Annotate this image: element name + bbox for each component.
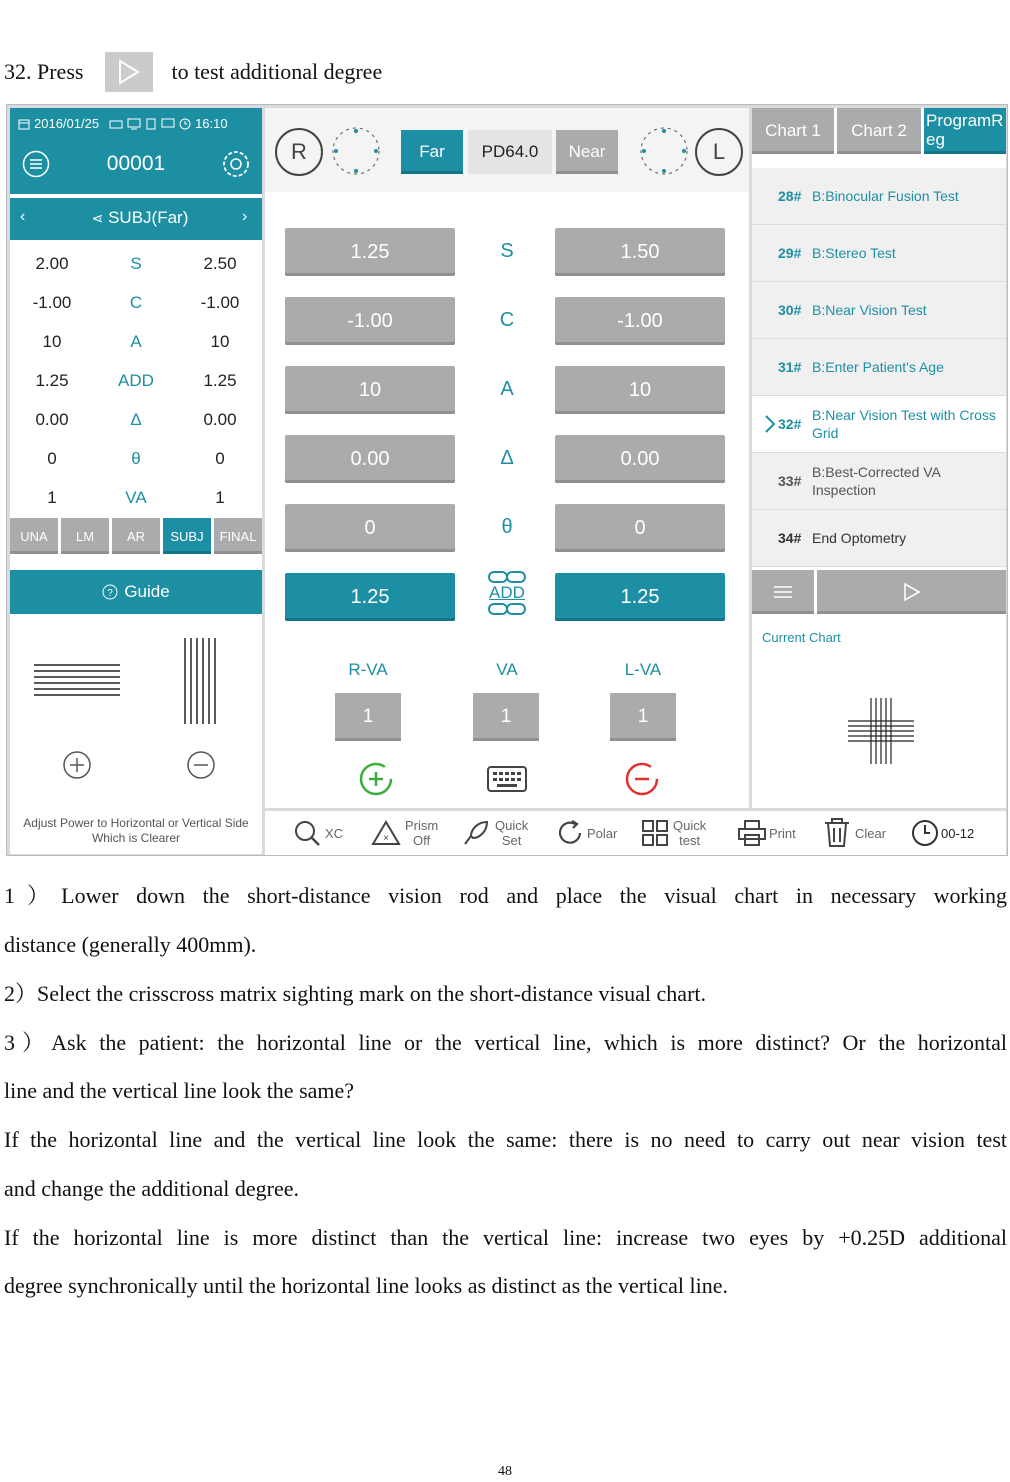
value-row-prism — [10, 400, 262, 439]
instruction-same-a: If the horizontal line and the vertical line look the same: there is no need to carry out near vision test — [4, 1127, 1007, 1152]
prism-label: Δ — [500, 447, 514, 469]
mode-una-button[interactable]: UNA — [10, 518, 58, 554]
program-name: End Optometry — [812, 530, 907, 546]
row-label: A — [130, 331, 142, 351]
mode-subj-button[interactable]: SUBJ — [163, 518, 211, 554]
guide-label: Guide — [124, 582, 170, 601]
app-screenshot — [6, 104, 1008, 856]
quick-test-label-1: Quick — [673, 818, 707, 833]
link-icon — [487, 602, 527, 616]
row-label: C — [129, 292, 143, 312]
program-item[interactable] — [752, 510, 1006, 567]
l-add-button[interactable]: 1.25 — [555, 573, 725, 621]
add-label: ADD — [489, 583, 525, 602]
horizontal-lines-icon — [34, 663, 120, 697]
r-va-button[interactable]: 1 — [335, 693, 401, 741]
print-button[interactable] — [737, 811, 796, 855]
minus-circle-icon[interactable] — [186, 750, 216, 780]
polar-label: Polar — [587, 825, 618, 841]
guide-caption-line1: Adjust Power to Horizontal or Vertical Side — [23, 816, 249, 830]
prism-icon — [371, 820, 401, 846]
right-eye-button[interactable]: R — [275, 128, 323, 176]
plus-circle-icon[interactable] — [62, 750, 92, 780]
guide-caption-line2: Which is Clearer — [91, 831, 181, 845]
right-panel — [752, 108, 1006, 808]
row-label: VA — [125, 487, 147, 507]
value-row-va — [10, 478, 262, 517]
current-chart-label: Current Chart — [762, 630, 841, 645]
pd-display[interactable]: PD64.0 — [468, 130, 552, 174]
l-base-button[interactable]: 0 — [555, 504, 725, 552]
l-axis-button[interactable]: 10 — [555, 366, 725, 414]
va-button[interactable]: 1 — [473, 693, 539, 741]
display-icon — [161, 118, 175, 130]
clear-label: Clear — [855, 825, 887, 841]
xc-button[interactable] — [293, 811, 343, 855]
row-label: S — [130, 253, 142, 273]
value-row-c — [10, 283, 262, 322]
quick-test-label-2: test — [679, 833, 701, 848]
timer-clock-icon — [911, 819, 939, 847]
trash-icon — [823, 818, 851, 848]
l-value: 10 — [210, 331, 230, 351]
mode-title-text: SUBJ(Far) — [108, 208, 189, 227]
cross-grid-chart-icon — [848, 698, 914, 764]
program-item[interactable] — [752, 282, 1006, 339]
mode-final-button[interactable]: FINAL — [214, 518, 262, 554]
program-num: 30# — [778, 302, 802, 318]
refresh-icon — [555, 818, 585, 848]
l-value: 1 — [215, 487, 225, 507]
quick-test-label — [673, 818, 706, 848]
xc-label: XC — [325, 825, 344, 841]
program-item[interactable] — [752, 168, 1006, 225]
bottom-toolbar — [265, 811, 1006, 855]
instruction-horizontal-a: If the horizontal line is more distinct than the vertical line: increase two eyes by +0.25D additional — [4, 1225, 1007, 1250]
middle-panel — [265, 108, 749, 808]
prism-off-button[interactable] — [371, 811, 438, 855]
far-button[interactable]: Far — [401, 130, 463, 174]
r-value: 10 — [42, 331, 62, 351]
clock-icon — [179, 118, 191, 130]
program-name: B:Best-Corrected VA Inspection — [812, 464, 941, 498]
guide-header[interactable] — [10, 570, 262, 614]
l-va-label: L-VA — [624, 660, 662, 679]
program-name: B:Near Vision Test — [812, 302, 927, 318]
value-row-s — [10, 244, 262, 283]
row-label: Δ — [130, 409, 142, 429]
rocket-icon — [461, 818, 491, 848]
quick-set-label-1: Quick — [495, 818, 529, 833]
prev-mode-icon[interactable]: ‹ — [20, 208, 26, 225]
sphere-label: S — [500, 240, 514, 262]
l-value: 1.25 — [203, 370, 237, 390]
axis-label: A — [500, 378, 514, 400]
quick-set-label-2: Set — [501, 833, 522, 848]
play-button-icon — [105, 52, 153, 92]
l-va-button[interactable]: 1 — [610, 693, 676, 741]
value-row-add — [10, 361, 262, 400]
near-button[interactable]: Near — [556, 130, 618, 174]
program-item[interactable] — [752, 453, 1006, 510]
l-sphere-button[interactable]: 1.50 — [555, 228, 725, 276]
program-name: B:Stereo Test — [812, 245, 896, 261]
step-suffix: to test additional degree — [171, 59, 383, 84]
vertical-lines-icon — [183, 638, 217, 724]
va-label: VA — [496, 660, 518, 679]
quick-set-label — [495, 818, 528, 848]
l-value: 0 — [215, 448, 225, 468]
svg-text:×: × — [383, 833, 389, 844]
r-value: 1.25 — [35, 370, 69, 390]
r-sphere-button[interactable]: 1.25 — [285, 228, 455, 276]
step-prefix: 32. Press — [4, 59, 84, 84]
play-program-button[interactable] — [817, 570, 1006, 614]
program-num: 29# — [778, 245, 802, 261]
timer-label: 00-12 — [941, 825, 975, 841]
next-mode-icon[interactable]: › — [242, 208, 248, 225]
r-value: 2.00 — [35, 253, 69, 273]
guide-caption — [10, 816, 262, 846]
monitor-icon — [127, 118, 141, 130]
r-cylinder-button[interactable]: -1.00 — [285, 297, 455, 345]
program-item[interactable] — [752, 225, 1006, 282]
increase-icon[interactable] — [357, 760, 395, 798]
program-name: B:Near Vision Test with Cross Grid — [812, 407, 996, 441]
r-axis-button[interactable]: 10 — [285, 366, 455, 414]
calendar-icon — [18, 118, 30, 130]
instruction-3b: line and the vertical line look the same? — [4, 1078, 355, 1103]
program-num: 32# — [778, 416, 802, 432]
link-icon — [487, 570, 527, 584]
value-row-a — [10, 322, 262, 361]
share-icon: ⋖ — [91, 210, 104, 226]
l-value: 2.50 — [203, 253, 237, 273]
prism-label — [405, 818, 438, 848]
prism-label-2: Off — [413, 833, 431, 848]
r-value: -1.00 — [32, 292, 72, 312]
chevron-right-icon — [764, 414, 776, 434]
time-text: 16:10 — [195, 116, 228, 131]
program-num: 31# — [778, 359, 802, 375]
xc-magnifier-icon — [293, 819, 321, 847]
instruction-1b: distance (generally 400mm). — [4, 932, 257, 957]
program-item-selected[interactable] — [752, 396, 1006, 453]
instruction-horizontal-b: degree synchronically until the horizontal line looks as distinct as the vertical line. — [4, 1273, 728, 1298]
right-eye-dial-icon[interactable] — [331, 126, 381, 176]
r-prism-button[interactable]: 0.00 — [285, 435, 455, 483]
row-label: θ — [131, 448, 141, 468]
base-label: θ — [501, 516, 513, 538]
status-header — [10, 108, 262, 194]
mode-selector-bar — [10, 198, 262, 240]
print-icon — [737, 819, 767, 847]
date-text: 2016/01/25 — [34, 116, 100, 131]
l-value: 0.00 — [203, 409, 237, 429]
print-label: Print — [769, 825, 796, 841]
mode-title — [70, 208, 210, 228]
clear-button[interactable] — [823, 811, 886, 855]
program-num: 34# — [778, 530, 802, 546]
printer-icon — [145, 118, 157, 130]
chart2-tab[interactable]: Chart 2 — [837, 108, 921, 154]
status-bar — [18, 116, 228, 131]
car-icon — [109, 118, 123, 130]
quick-test-button[interactable] — [641, 811, 706, 855]
list-menu-button[interactable] — [752, 570, 814, 614]
settings-gear-icon[interactable] — [222, 150, 250, 183]
left-eye-dial-icon[interactable] — [639, 126, 689, 176]
decrease-icon[interactable] — [623, 760, 661, 798]
list-icon — [774, 584, 792, 600]
program-num: 33# — [778, 473, 802, 489]
keyboard-icon[interactable] — [487, 764, 527, 794]
quick-set-button[interactable] — [461, 811, 528, 855]
mode-ar-button[interactable]: AR — [112, 518, 160, 554]
add-link[interactable] — [477, 570, 537, 616]
left-eye-button[interactable]: L — [695, 128, 743, 176]
instruction-2: 2）Select the crisscross matrix sighting mark on the short-distance visual chart. — [4, 981, 707, 1006]
grid-icon — [641, 819, 669, 847]
mode-lm-button[interactable]: LM — [61, 518, 109, 554]
help-icon — [102, 584, 118, 600]
polar-button[interactable] — [555, 811, 617, 855]
program-num: 28# — [778, 188, 802, 204]
l-value: -1.00 — [200, 292, 240, 312]
instruction-1a: 1）Lower down the short-distance vision rod and place the visual chart in necessary working — [4, 883, 1007, 908]
r-value: 0 — [47, 448, 57, 468]
program-name: B:Binocular Fusion Test — [812, 188, 959, 204]
menu-icon[interactable] — [22, 150, 50, 183]
left-panel — [10, 108, 262, 854]
timer-button[interactable] — [911, 811, 974, 855]
r-base-button[interactable]: 0 — [285, 504, 455, 552]
instruction-same-b: and change the additional degree. — [4, 1176, 300, 1201]
cylinder-label: C — [499, 309, 515, 331]
prism-label-1: Prism — [405, 818, 439, 833]
value-row-theta — [10, 439, 262, 478]
l-prism-button[interactable]: 0.00 — [555, 435, 725, 483]
r-add-button[interactable]: 1.25 — [285, 573, 455, 621]
page-number: 48 — [498, 1464, 512, 1479]
r-value: 1 — [47, 487, 57, 507]
l-cylinder-button[interactable]: -1.00 — [555, 297, 725, 345]
program-reg-tab[interactable]: ProgramReg — [924, 108, 1006, 154]
patient-id: 00001 — [106, 152, 166, 175]
program-name: B:Enter Patient's Age — [812, 359, 944, 375]
row-label: ADD — [118, 370, 154, 390]
step-heading — [4, 52, 382, 92]
chart1-tab[interactable]: Chart 1 — [752, 108, 834, 154]
instruction-3a: 3）Ask the patient: the horizontal line or the vertical line, which is more distinct? Or the horizontal — [4, 1030, 1007, 1055]
svg-text:?: ? — [107, 588, 114, 599]
r-va-label: R-VA — [348, 660, 388, 679]
r-value: 0.00 — [35, 409, 69, 429]
program-item[interactable] — [752, 339, 1006, 396]
play-icon — [903, 582, 921, 602]
